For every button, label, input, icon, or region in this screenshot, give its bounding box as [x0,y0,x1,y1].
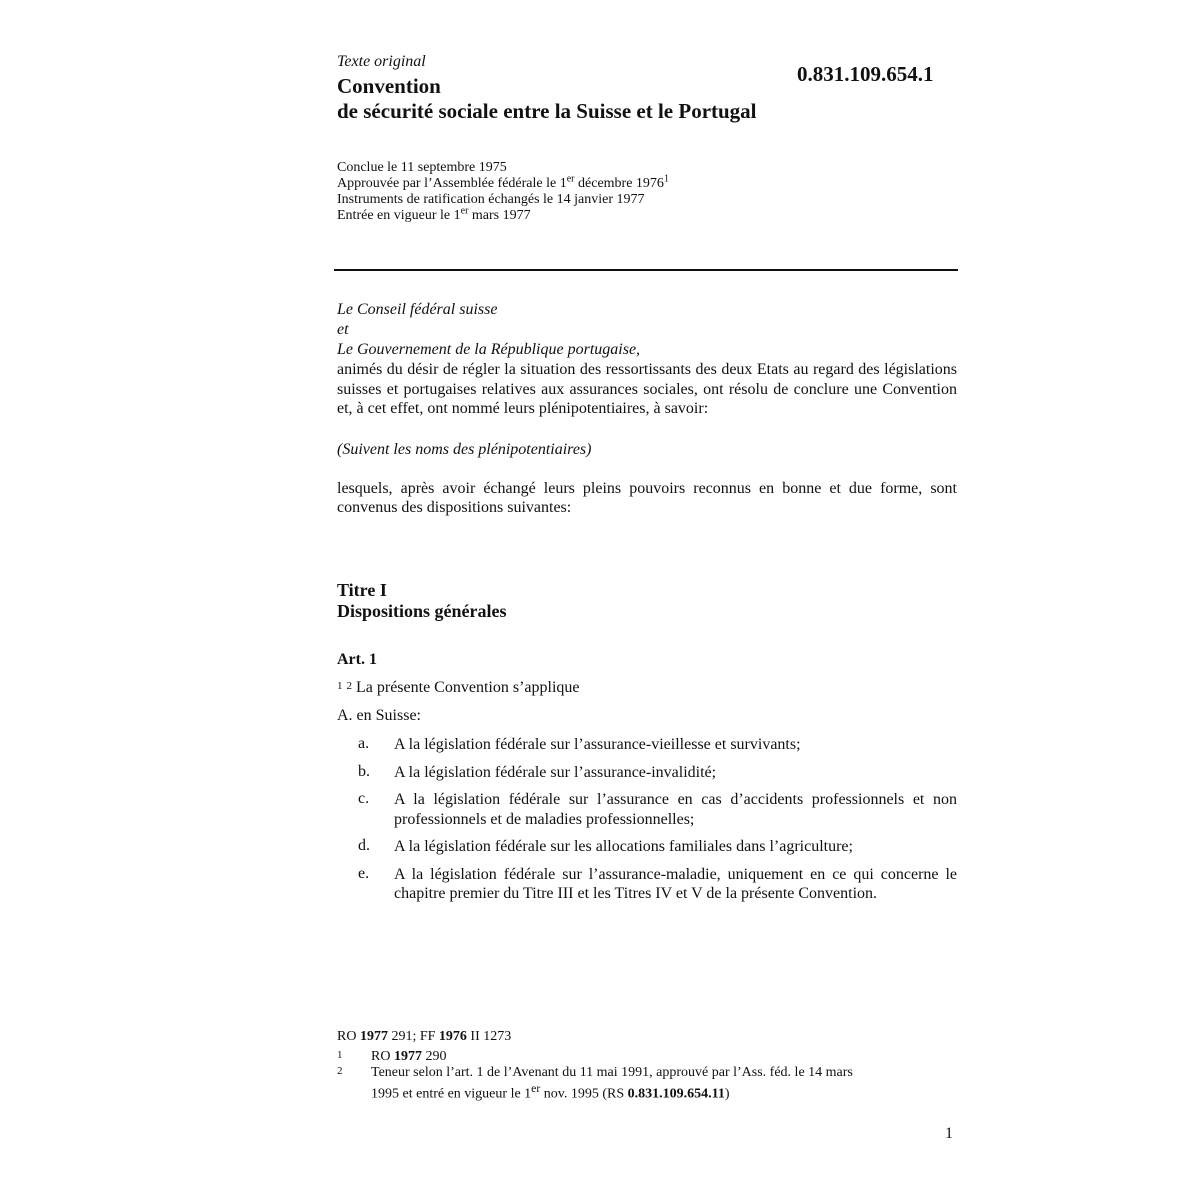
rs-link[interactable]: 0.831.109.654.11 [627,1086,725,1102]
original-text-note: Texte original [337,53,426,70]
party-portugal: Le Gouvernement de la République portugaise, [337,341,641,358]
list-item: b. A la législation fédérale sur l’assurance-invalidité; [358,762,717,781]
party-conjunction: et [337,321,349,338]
section-subtitle: Dispositions générales [337,601,507,621]
section-heading [337,580,507,622]
list-item: c. A la législation fédérale sur l’assurance en cas d’accidents professionnels et non professionnels et de maladies professionnelles; [358,790,957,828]
footnote-ref-1[interactable]: 1 [663,173,669,185]
agreement-paragraph: lesquels, après avoir échangé leurs pleins pouvoirs reconnus en bonne et due forme, sont convenus des dispositions suivantes: [337,479,957,516]
list-item: a. A la législation fédérale sur l’assurance-vieillesse et survivants; [358,735,801,753]
entry-into-force: Entrée en vigueur le 1er mars 1977 [337,205,531,223]
title-line-2: de sécurité sociale entre la Suisse et le Portugal [337,99,757,123]
paragraph-number: 1 [337,680,343,692]
conclusion-metadata [337,160,669,224]
ratification-date: Instruments de ratification échangés le 14 janvier 1977 [337,192,645,207]
rs-number: 0.831.109.654.1 [797,62,934,86]
list-item: d. A la législation fédérale sur les allocations familiales dans l’agriculture; [358,837,853,855]
article-heading: Art. 1 [337,651,377,668]
party-switzerland: Le Conseil fédéral suisse [337,301,498,318]
preamble-paragraph: animés du désir de régler la situation des ressortissants des deux Etats au regard des législations suisses et portugaises relatives aux assurances sociales, ont résolu de conclure une Convention et, à cet effet, ont nommé leurs plénipotentiaires, à savoir: [337,361,957,417]
footnote-1: 1 RO 1977 290 [337,1049,447,1064]
document-title [337,74,757,124]
separator-rule [334,269,958,271]
footnote-ref-2[interactable]: 2 [346,680,352,692]
legislation-list [337,735,957,912]
section-title: Titre I [337,580,387,600]
footnote-2: 2 Teneur selon l’art. 1 de l’Avenant du 11 mai 1991, approuvé par l’Ass. féd. le 14 mars 1995 et entré en vigueur le 1er nov. 1995 (RS 0.831.109.654.11) [337,1065,853,1102]
page-number: 1 [945,1125,953,1142]
plenipotentiaries-note: (Suivent les noms des plénipotentiaires) [337,440,592,458]
preamble [337,300,957,518]
part-a-switzerland: A. en Suisse: [337,707,421,724]
publication-reference: RO 1977 291; FF 1976 II 1273 [337,1029,512,1044]
footnotes [337,1049,937,1103]
article-paragraph-1: 1 2 La présente Convention s’applique [337,679,580,696]
title-line-1: Convention [337,74,441,98]
approved-date: Approuvée par l’Assemblée fédérale le 1er décembre 1976$^1$ [337,173,669,191]
list-item: e. A la législation fédérale sur l’assurance-maladie, uniquement en ce qui concerne le chapitre premier du Titre III et les Titres IV et V de la présente Convention. [358,864,957,902]
concluded-date: Conclue le 11 septembre 1975 [337,160,507,175]
